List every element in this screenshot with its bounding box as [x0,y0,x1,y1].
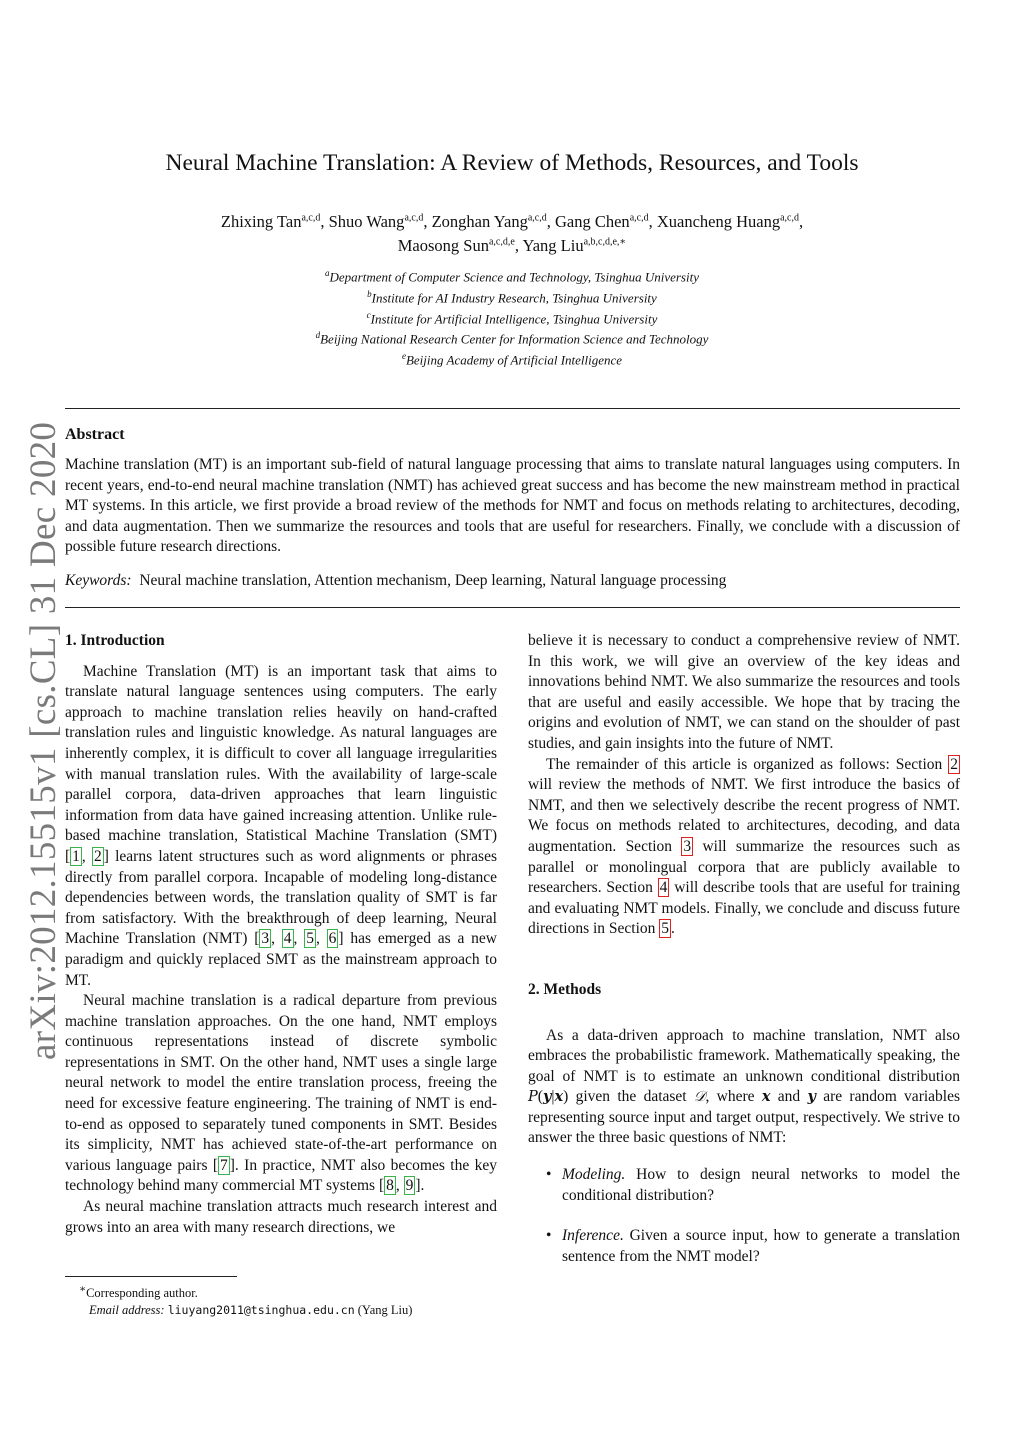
author-list [0,207,1024,256]
footnote-line: ∗Corresponding author. [79,1284,198,1301]
citation-link[interactable]: 1 [72,847,80,865]
section-ref-link[interactable]: 4 [659,879,668,897]
abstract-heading: Abstract [65,426,125,443]
paper-title: Neural Machine Translation: A Review of Methods, Resources, and Tools [165,150,859,176]
left-column [65,631,497,1238]
author: Gang Chen$^{a,c,d}$, [554,211,657,231]
citation-link[interactable]: 3 [261,930,270,948]
list-item: • Inference. Given a source input, how to generate a translation sentence from the NMT model? [546,1227,960,1265]
affiliation-list [0,265,1024,369]
author: Zhixing Tan$^{a,c,d}$, [220,211,329,231]
affiliation: $^d$Beijing National Research Center for Information Science and Technology [315,330,709,347]
affiliation: $^e$Beijing Academy of Artificial Intelligence [401,351,623,368]
footnote-rule [65,1276,237,1277]
footnote [65,1281,497,1319]
affiliation: $^c$Institute for Artificial Intelligence, Tsinghua University [366,309,658,326]
citation-link[interactable]: 9 [405,1177,414,1195]
abstract-bottom-rule [65,607,960,608]
abstract-text: Machine translation (MT) is an important sub-field of natural language processing that aims to translate natural languages using computers. In recent years, end-to-end neural machine translation (NMT) has achieved great success and has become the new mainstream method in practical MT systems. In this article, we first provide a broad review of the methods for NMT and focus on methods relating to architectures, decoding, and data augmentation. Then we summarize the resources and tools that are useful for researchers. Finally, we conclude with a discussion of possible future research directions. [65,456,960,556]
affiliation: $^b$Institute for AI Industry Research, Tsinghua University [367,288,657,306]
paragraph: Machine Translation (MT) is an important task that aims to translate natural language sentences using computers. The early approach to machine translation relies heavily on hand-crafted translation rules and linguistic knowledge. As natural languages are inherently complex, it is difficult to cover all language irregularities with manual translation rules. With the availability of large-scale parallel corpora, data-driven approaches that learn linguistic information from data have gained increasing attention. Unlike rule-based machine translation, Statistical Machine Translation (SMT) [ 1 , 2 ] learns latent structures such as word alignments or phrases directly from parallel corpora. Incapable of modeling long-distance dependencies between words, the translation quality of SMT is far from satisfactory. With the breakthrough of deep learning, Neural Machine Translation (NMT) [ 3 , 4 , 5 , 6 ] has emerged as a new paradigm and quickly replaced SMT as the mainstream approach to MT. [65,662,498,989]
citation-link[interactable]: 6 [328,930,337,948]
author: Xuancheng Huang$^{a,c,d}$, [656,211,804,231]
keywords-text: Neural machine translation, Attention mechanism, Deep learning, Natural language processing [139,572,727,589]
bullet-icon: • [546,1227,552,1245]
section-ref-link[interactable]: 5 [661,920,670,938]
section-heading-introduction: 1. Introduction [65,632,165,649]
affiliation: $^a$Department of Computer Science and Technology, Tsinghua University [324,268,699,285]
author: Shuo Wang$^{a,c,d}$, [328,211,432,231]
email-link[interactable]: liuyang2011@tsinghua.edu.cn [167,1303,355,1318]
section-heading-methods: 2. Methods [528,980,602,998]
citation-link[interactable]: 7 [220,1156,228,1174]
paragraph: believe it is necessary to conduct a comprehensive review of NMT. In this work, we will give an overview of the key ideas and innovations behind NMT. We also summarize the resources and tools that are useful and easily accessible. We hope that by tracing the origins and evolution of NMT, we can stand on the shoulder of past studies, and gain insights into the future of NMT. [528,632,960,752]
author: Zonghan Yang$^{a,c,d}$, [431,211,555,231]
citation-link[interactable]: 4 [283,930,292,948]
section-ref-link[interactable]: 3 [683,837,692,855]
section-ref-link[interactable]: 2 [950,755,958,773]
keywords-label: Keywords: [65,572,132,589]
abstract-top-rule [65,408,960,409]
citation-link[interactable]: 2 [94,847,102,865]
paragraph: As a data-driven approach to machine translation, NMT also embraces the probabilistic framework. Mathematically speaking, the goal of NMT is to estimate an unknown conditional distribution P(y|x) given the dataset 𝒟, where x and y are random variables representing source input and target output, respectively. We strive to answer the three basic questions of NMT: [528,1026,961,1147]
author: Maosong Sun$^{a,c,d,e}$, [397,236,523,255]
footnote-email-line: Email address: liuyang2011@tsinghua.edu.cn (Yang Liu) [89,1303,413,1318]
citation-link[interactable]: 5 [306,930,314,948]
paragraph: The remainder of this article is organized as follows: Section 2 will review the methods of NMT. We first introduce the basics of NMT, and then we selectively describe the recent progress of NMT. We focus on methods related to architectures, decoding, and data augmentation. Section 3 will summarize the resources such as parallel or monolingual corpora that are publicly available to researchers. Section 4 will describe tools that are useful for training and evaluating NMT models. Finally, we conclude and discuss future directions in Section 5 . [528,755,960,938]
list-item: • Modeling. How to design neural networks to model the conditional distribution? [546,1166,960,1204]
arxiv-stamp: arXiv:2012.15515v1 [cs.CL] 31 Dec 2020 [23,421,64,1060]
author: Yang Liu$^{a,b,c,d,e,∗}$ [522,236,627,255]
keywords [65,572,960,590]
right-column [528,631,960,1267]
bullet-icon: • [546,1166,552,1184]
question-list [528,1165,960,1267]
paragraph: As neural machine translation attracts much research interest and grows into an area with many research directions, we [65,1198,497,1236]
paragraph: Neural machine translation is a radical departure from previous machine translation approaches. On the one hand, NMT employs continuous representations instead of discrete symbolic representations in SMT. On the other hand, NMT uses a single large neural network to model the entire translation process, freeing the need for excessive feature engineering. The training of NMT is end-to-end as opposed to separately tuned components in SMT. Besides its simplicity, NMT has achieved state-of-the-art performance on various language pairs [ 7 ]. In practice, NMT also becomes the key technology behind many commercial MT systems [ 8 , 9 ]. [65,992,497,1195]
citation-link[interactable]: 8 [386,1177,394,1195]
